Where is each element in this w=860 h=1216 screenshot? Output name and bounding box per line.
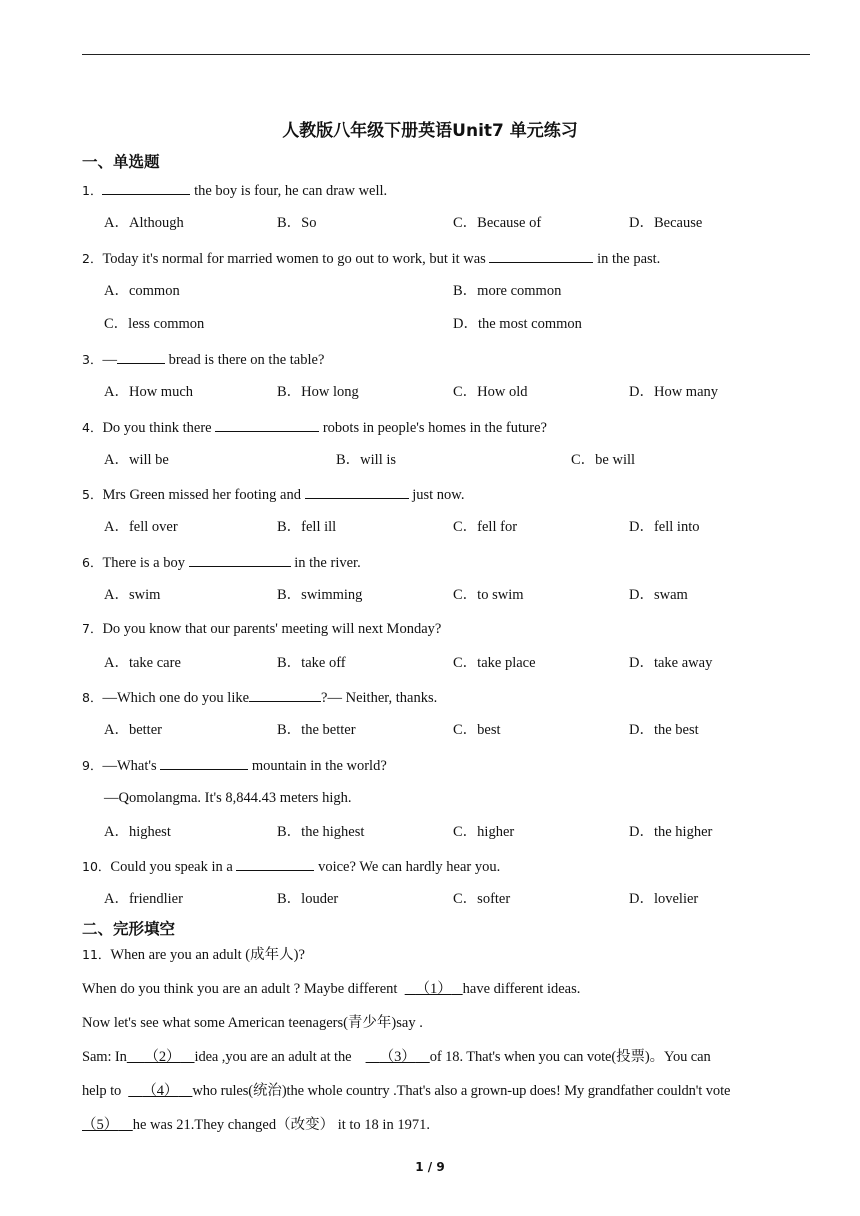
section-cloze: 二、完形填空	[82, 920, 176, 938]
question-11	[82, 946, 305, 964]
question-text-end: in the past.	[597, 251, 661, 267]
question-text: —Which one do you like	[102, 690, 250, 706]
option-d: D．How many	[629, 384, 719, 400]
option-b: B．How long	[277, 384, 359, 400]
option-b: B．more common	[453, 283, 562, 299]
option-b: B．So	[277, 215, 317, 231]
answer-blank	[489, 248, 593, 263]
cloze-blank-label: （3）	[379, 1049, 416, 1065]
option-b: B．the highest	[277, 824, 365, 840]
option-b: B．swimming	[277, 587, 363, 603]
document-title: 人教版八年级下册英语Unit7 单元练习	[282, 121, 578, 141]
question-number: 5．	[82, 487, 103, 502]
cloze-blank-2	[127, 1049, 195, 1065]
answer-blank	[189, 552, 291, 567]
question-text: the boy is four, he can draw well.	[194, 183, 388, 199]
option-d: D．the higher	[629, 824, 713, 840]
answer-blank	[249, 687, 321, 702]
option-b: B．fell ill	[277, 519, 337, 535]
question-text-end: just now.	[412, 487, 465, 503]
option-c: C．How old	[453, 384, 528, 400]
passage-text: When do you think you are an adult ? Maybe different	[82, 981, 398, 997]
option-c: C．fell for	[453, 519, 518, 535]
passage-line-3	[82, 1048, 711, 1066]
cloze-blank-5	[82, 1117, 133, 1133]
option-b: B．louder	[277, 891, 339, 907]
question-text: Do you think there	[102, 420, 212, 436]
answer-blank	[236, 856, 314, 871]
passage-line-2: Now let's see what some American teenagers(青少年)say .	[82, 1015, 423, 1031]
option-a: A．common	[104, 283, 180, 299]
option-c: C．be will	[571, 452, 636, 468]
option-b: B．take off	[277, 655, 346, 671]
question-8	[82, 687, 437, 707]
passage-text: Sam: In	[82, 1049, 127, 1065]
question-text: Do you know that our parents' meeting will next Monday?	[102, 621, 442, 637]
question-number: 9．	[82, 758, 103, 773]
option-c: C．best	[453, 722, 501, 738]
passage-line-4	[82, 1082, 730, 1100]
cloze-blank-label: （5）	[82, 1117, 119, 1133]
question-9-response: —Qomolangma. It's 8,844.43 meters high.	[104, 790, 352, 806]
question-9	[82, 755, 387, 775]
question-number: 8．	[82, 690, 103, 705]
question-number: 3．	[82, 352, 103, 367]
option-c: C．softer	[453, 891, 511, 907]
question-number: 6．	[82, 555, 103, 570]
question-number: 10．	[82, 859, 111, 874]
question-text: There is a boy	[102, 555, 185, 571]
answer-blank	[215, 417, 319, 432]
header-rule	[82, 54, 810, 55]
question-number: 4．	[82, 420, 103, 435]
answer-blank	[160, 755, 248, 770]
option-a: A．take care	[104, 655, 181, 671]
option-c: C．take place	[453, 655, 536, 671]
cloze-blank-label: （2）	[144, 1049, 181, 1065]
question-text-end: voice? We can hardly hear you.	[318, 859, 501, 875]
option-d: D．lovelier	[629, 891, 699, 907]
cloze-blank-4	[128, 1083, 192, 1099]
answer-blank	[102, 180, 190, 195]
cloze-blank-3	[366, 1049, 430, 1065]
answer-blank	[117, 349, 165, 364]
option-b: B．will is	[336, 452, 397, 468]
question-text-end: bread is there on the table?	[168, 352, 325, 368]
option-d: D．take away	[629, 655, 713, 671]
option-d: D．fell into	[629, 519, 700, 535]
option-a: A．highest	[104, 824, 171, 840]
question-text: Today it's normal for married women to go out to work, but it was	[102, 251, 486, 267]
question-text: Mrs Green missed her footing and	[102, 487, 301, 503]
question-text-end: ?— Neither, thanks.	[321, 690, 438, 706]
option-c: C．less common	[104, 316, 205, 332]
cloze-blank-1	[405, 981, 463, 997]
section-single-choice: 一、单选题	[82, 153, 160, 171]
question-4	[82, 417, 547, 437]
passage-line-1	[82, 980, 580, 998]
option-a: A．better	[104, 722, 162, 738]
passage-text: help to	[82, 1083, 122, 1099]
option-a: A．friendlier	[104, 891, 183, 907]
question-text-end: robots in people's homes in the future?	[322, 420, 547, 436]
option-c: C．to swim	[453, 587, 524, 603]
question-6	[82, 552, 361, 572]
option-a: A．How much	[104, 384, 194, 400]
passage-text: idea ,you are an adult at the	[194, 1049, 352, 1065]
cloze-blank-label: （1）	[415, 981, 452, 997]
option-d: D．Because	[629, 215, 703, 231]
question-10	[82, 856, 500, 876]
passage-text: of 18. That's when you can vote(投票)。You can	[429, 1049, 711, 1065]
question-text-end: in the river.	[294, 555, 361, 571]
option-b: B．the better	[277, 722, 356, 738]
question-number: 11．	[82, 947, 111, 962]
question-1	[82, 180, 387, 200]
passage-title: When are you an adult (成年人)?	[110, 947, 305, 963]
question-number: 1．	[82, 183, 103, 198]
question-2	[82, 248, 660, 268]
option-a: A．swim	[104, 587, 161, 603]
question-5	[82, 484, 464, 504]
question-text: —	[102, 352, 117, 368]
question-text-end: mountain in the world?	[251, 758, 387, 774]
option-a: A．Although	[104, 215, 184, 231]
cloze-blank-label: （4）	[142, 1083, 179, 1099]
question-7	[82, 620, 441, 638]
page-number: 1 / 9	[415, 1160, 445, 1174]
option-d: D．the most common	[453, 316, 582, 332]
question-text: Could you speak in a	[110, 859, 233, 875]
option-c: C．higher	[453, 824, 515, 840]
passage-text: who rules(统治)the whole country .That's also a grown-up does! My grandfather couldn't vote	[192, 1083, 731, 1099]
question-3	[82, 349, 324, 369]
option-d: D．swam	[629, 587, 688, 603]
option-a: A．fell over	[104, 519, 178, 535]
passage-text: he was 21.They changed（改变） it to 18 in 1971.	[132, 1117, 430, 1133]
passage-line-5	[82, 1116, 430, 1134]
question-text: —What's	[102, 758, 157, 774]
passage-text: have different ideas.	[462, 981, 581, 997]
option-c: C．Because of	[453, 215, 542, 231]
option-a: A．will be	[104, 452, 169, 468]
question-number: 2．	[82, 251, 103, 266]
question-number: 7．	[82, 621, 103, 636]
option-d: D．the best	[629, 722, 699, 738]
answer-blank	[305, 484, 409, 499]
